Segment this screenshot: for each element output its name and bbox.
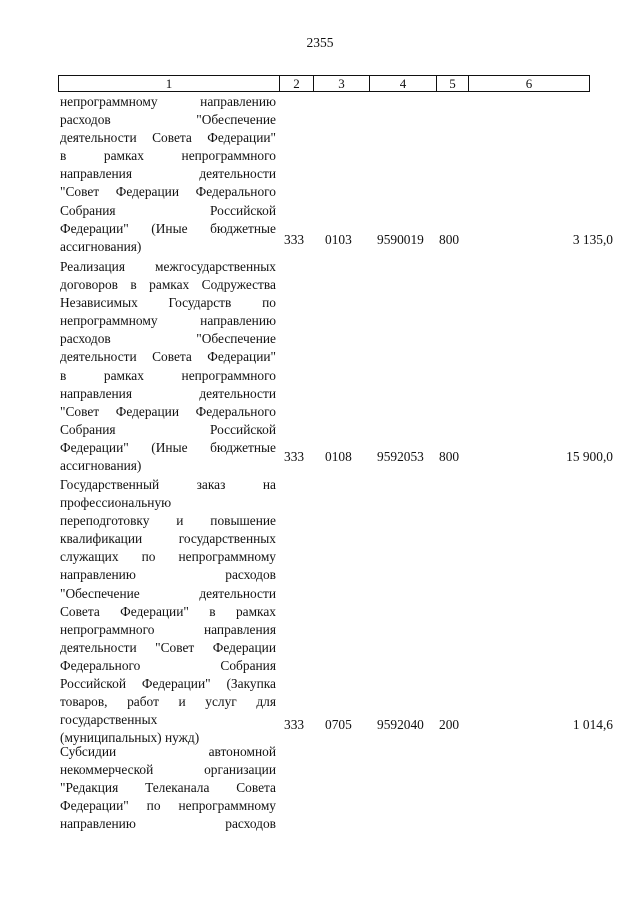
desc-line: в рамках непрограммного <box>60 148 276 164</box>
desc-line: расходов "Обеспечение <box>60 112 276 128</box>
desc-line: Реализация межгосударственных <box>60 259 276 274</box>
desc-line: Российской Федерации" (Закупка <box>60 676 276 692</box>
header-col-4: 4 <box>369 75 436 92</box>
expense-type-code: 800 <box>439 232 460 247</box>
desc-line: договоров в рамках Содружества <box>60 277 276 293</box>
desc-line: ассигнования) <box>60 238 142 254</box>
desc-line: товаров, работ и услуг для <box>60 694 276 710</box>
header-col-3: 3 <box>313 75 369 92</box>
desc-line: непрограммному направлению <box>60 94 276 109</box>
amount: 15 900,0 <box>566 449 613 464</box>
desc-line: государственных <box>60 712 158 728</box>
desc-line: переподготовку и повышение <box>60 513 276 529</box>
desc-line: служащих по непрограммному <box>60 549 276 565</box>
target-article-code: 9592053 <box>377 449 424 464</box>
desc-line: "Редакция Телеканала Совета <box>60 780 276 796</box>
desc-line: (муниципальных) нужд) <box>60 730 200 746</box>
desc-line: непрограммному направлению <box>60 313 276 329</box>
header-col-6: 6 <box>468 75 590 92</box>
desc-line: ассигнования) <box>60 458 142 474</box>
desc-line: Федерального Собрания <box>60 657 276 673</box>
desc-line: в рамках непрограммного <box>60 367 276 383</box>
target-article-code: 9590019 <box>377 232 424 247</box>
desc-line: расходов "Обеспечение <box>60 331 276 347</box>
header-col-5: 5 <box>436 75 468 92</box>
expense-type-code: 800 <box>439 449 460 464</box>
row-description <box>60 743 276 833</box>
desc-line: Федерации" (Иные бюджетные <box>60 439 276 455</box>
desc-line: деятельности "Совет Федерации <box>60 639 276 655</box>
page-number: 2355 <box>306 35 334 50</box>
target-article-code: 9592040 <box>377 717 424 732</box>
amount: 3 135,0 <box>572 232 613 247</box>
desc-line: профессиональную <box>60 495 172 511</box>
desc-line: деятельности Совета Федерации" <box>60 349 276 365</box>
desc-line: "Совет Федерации Федерального <box>60 184 276 200</box>
ved-code: 333 <box>284 717 305 732</box>
desc-line: квалификации государственных <box>60 531 276 547</box>
desc-line: непрограммного направления <box>60 621 276 637</box>
desc-line: направления деятельности <box>60 385 276 401</box>
section-code: 0108 <box>325 449 352 464</box>
desc-line: Федерации" по непрограммному <box>60 798 276 814</box>
desc-line: Государственный заказ на <box>60 477 276 492</box>
header-col-2: 2 <box>279 75 313 92</box>
desc-line: "Совет Федерации Федерального <box>60 403 276 419</box>
desc-line: Федерации" (Иные бюджетные <box>60 220 276 236</box>
header-col-1: 1 <box>58 75 279 92</box>
desc-line: направлению расходов <box>60 816 276 832</box>
desc-line: Совета Федерации" в рамках <box>60 603 276 619</box>
row-description <box>60 258 276 475</box>
section-code: 0705 <box>325 717 352 732</box>
desc-line: Независимых Государств по <box>60 295 276 311</box>
section-code: 0103 <box>325 232 352 247</box>
ved-code: 333 <box>284 232 305 247</box>
desc-line: Собрания Российской <box>60 421 276 437</box>
desc-line: деятельности Совета Федерации" <box>60 130 276 146</box>
desc-line: Собрания Российской <box>60 202 276 218</box>
desc-line: некоммерческой организации <box>60 762 276 778</box>
row-description <box>60 93 276 256</box>
desc-line: направлению расходов <box>60 567 276 583</box>
desc-line: Субсидии автономной <box>60 744 276 759</box>
row-description <box>60 476 276 747</box>
desc-line: направления деятельности <box>60 166 276 182</box>
amount: 1 014,6 <box>572 717 613 732</box>
desc-line: "Обеспечение деятельности <box>60 585 276 601</box>
expense-type-code: 200 <box>439 717 460 732</box>
ved-code: 333 <box>284 449 305 464</box>
